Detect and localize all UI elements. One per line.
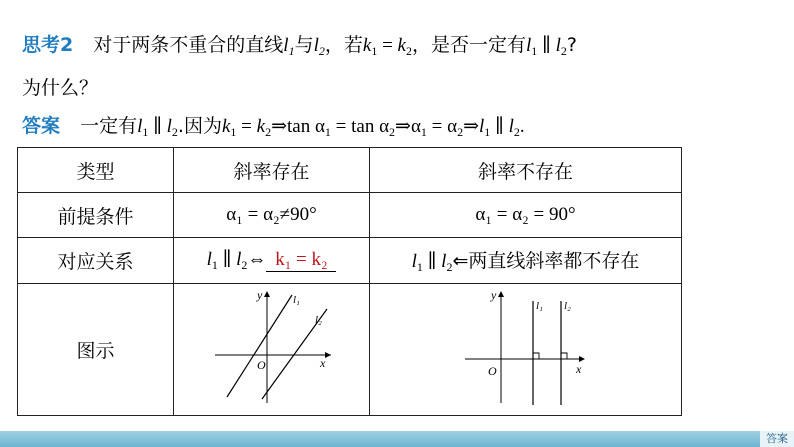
svg-text:l₂: l₂ xyxy=(314,314,322,326)
relation-slope-exists: $l_1$ ∥ $l_2\Leftrightarrow$ k₁ = k₂ xyxy=(174,238,370,284)
answer-math-parallel-2: $l_1$ ∥ $l_2$ xyxy=(479,116,520,139)
premise-slope-not-exists: α₁ = α₂ = 90° xyxy=(370,193,682,238)
header-slope-exists: 斜率存在 xyxy=(174,148,370,193)
figure-slope-exists xyxy=(174,284,370,416)
answer-text-f: = α xyxy=(426,116,458,137)
math-k-equal: $k_1 = k_2$ xyxy=(362,35,412,58)
svg-text:x: x xyxy=(575,362,581,376)
table-row xyxy=(18,193,682,238)
question-text-c: ，若 xyxy=(324,34,363,56)
relation-text: ⇐两直线斜率都不存在 xyxy=(452,250,640,272)
figure-slope-not-exists xyxy=(370,284,682,416)
row-label-figure: 图示 xyxy=(18,284,174,416)
question-label: 思考2 xyxy=(22,34,74,56)
math-l2: $l_2$ xyxy=(313,35,325,58)
svg-text:y: y xyxy=(490,288,496,302)
math-parallel: $l_1$ ∥ $l_2$ xyxy=(526,35,567,58)
answer-text-h: . xyxy=(519,116,525,137)
question-line-2: 为什么？ xyxy=(22,77,99,99)
math-l1: $l_1$ xyxy=(283,35,295,58)
answer-text-c: ⇒tan α xyxy=(271,116,325,137)
premise-slope-exists: α₁ = α₂≠90° xyxy=(174,193,370,238)
answer-text-e: ⇒α xyxy=(395,116,421,137)
svg-text:l₂: l₂ xyxy=(563,300,571,312)
relation-arrow: ⇔ xyxy=(247,249,267,270)
relation-slope-not-exists: $l_1$ ∥ $l_2⇐$两直线斜率都不存在 xyxy=(370,238,682,284)
row-label-premise: 前提条件 xyxy=(18,193,174,238)
svg-text:l₁: l₁ xyxy=(292,294,300,306)
svg-text:O: O xyxy=(256,358,266,372)
answer-line: 答案 一定有$l_1$ ∥ $l_2$.因为$k_1$ = $k_2\Rightarrow\tan$ $\alpha_1 = \tan$ $\alpha_2\Rightarrow\alpha_1$ = $\alpha_2\Rightarrow l_1$ ∥ $l_2$. xyxy=(22,115,525,139)
svg-text:x: x xyxy=(319,356,325,370)
question-text-d: ，是否一定有 xyxy=(411,34,526,56)
footer-bar xyxy=(0,431,794,447)
answer-button[interactable]: 答案 xyxy=(760,431,794,447)
header-type: 类型 xyxy=(18,148,174,193)
answer-math-parallel: $l_1$ ∥ $l_2$ xyxy=(137,116,178,139)
answer-text-a: 一定有 xyxy=(80,115,138,137)
svg-text:O: O xyxy=(487,364,497,378)
question-text-a: 对于两条不重合的直线 xyxy=(93,34,284,56)
vertical-lines-figure xyxy=(461,287,591,407)
table-row xyxy=(18,238,682,284)
comparison-table xyxy=(17,147,682,416)
question-text-e: ? xyxy=(566,34,577,56)
header-slope-not-exists: 斜率不存在 xyxy=(370,148,682,193)
svg-text:y: y xyxy=(256,288,262,302)
table-header-row xyxy=(18,148,682,193)
answer-math-k: $k_1 = k_2$ xyxy=(221,116,272,139)
oblique-lines-figure xyxy=(207,287,337,407)
question-text-b: 与 xyxy=(294,34,314,56)
question-line-1 xyxy=(22,30,577,59)
svg-text:l₁: l₁ xyxy=(535,300,543,312)
answer-text-d: = tan α xyxy=(330,116,390,137)
row-label-relation: 对应关系 xyxy=(18,238,174,284)
answer-text-g: ⇒ xyxy=(463,116,480,137)
answer-text-b: .因为 xyxy=(177,115,222,137)
table-row xyxy=(18,284,682,416)
fill-blank-answer: k₁ = k₂ xyxy=(266,249,336,272)
answer-label: 答案 xyxy=(22,115,61,137)
